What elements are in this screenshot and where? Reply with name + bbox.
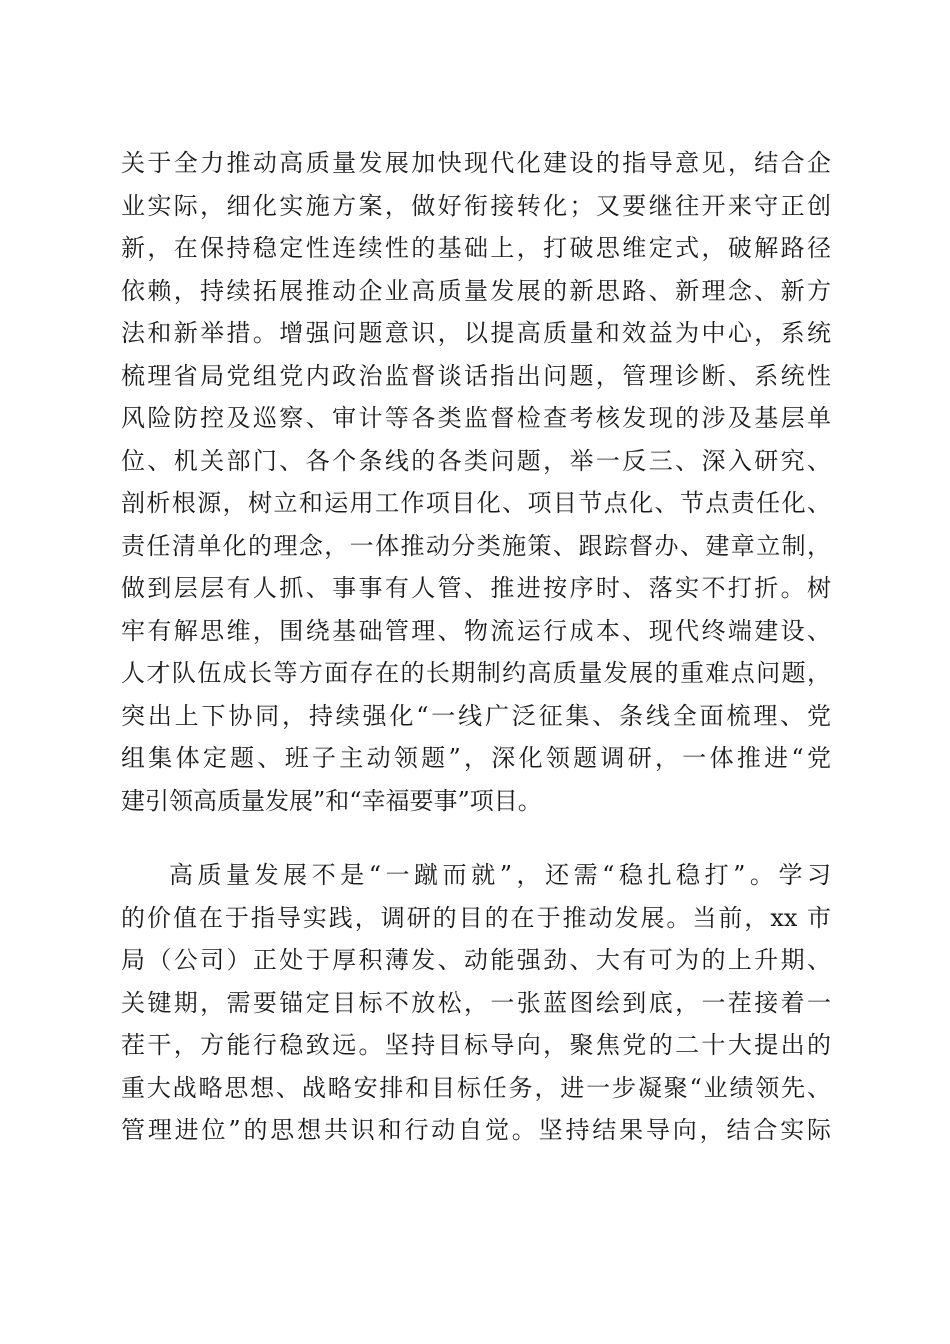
paragraph-line: 依赖，持续拓展推动企业高质量发展的新思路、新理念、新方 (121, 276, 831, 305)
paragraph-2 (121, 854, 831, 1152)
paragraph-line: 突出上下协同，持续强化“一线广泛征集、条线全面梳理、党 (121, 701, 831, 730)
paragraph-line: 重大战略思想、战略安排和目标任务，进一步凝聚“业绩领先、 (121, 1073, 831, 1102)
paragraph-line: 牢有解思维，围绕基础管理、物流运行成本、现代终端建设、 (121, 616, 831, 645)
paragraph-line: 茬干，方能行稳致远。坚持目标导向，聚焦党的二十大提出的 (121, 1031, 831, 1059)
paragraph-line: 人才队伍成长等方面存在的长期制约高质量发展的重难点问题， (121, 659, 831, 687)
paragraph-line: 建引领高质量发展”和“幸福要事”项目。 (121, 786, 542, 815)
paragraph-line: 的价值在于指导实践，调研的目的在于推动发展。当前，xx 市 (121, 903, 831, 932)
paragraph-line: 法和新举措。增强问题意识，以提高质量和效益为中心，系统 (121, 319, 831, 347)
paragraph-line: 高质量发展不是“一蹴而就”，还需“稳扎稳打”。学习 (169, 861, 831, 889)
paragraph-line: 位、机关部门、各个条线的各类问题，举一反三、深入研究、 (121, 446, 831, 475)
paragraph-line: 风险防控及巡察、审计等各类监督检查考核发现的涉及基层单 (121, 404, 831, 432)
paragraph-line: 梳理省局党组党内政治监督谈话指出问题，管理诊断、系统性 (121, 361, 831, 390)
paragraph-line: 剖析根源，树立和运用工作项目化、项目节点化、节点责任化、 (121, 489, 831, 517)
paragraph-1 (121, 142, 831, 822)
paragraph-line: 关于全力推动高质量发展加快现代化建设的指导意见，结合企 (121, 149, 831, 177)
paragraph-line: 组集体定题、班子主动领题”，深化领题调研，一体推进“党 (121, 744, 831, 772)
paragraph-line: 新，在保持稳定性连续性的基础上，打破思维定式，破解路径 (121, 234, 831, 262)
paragraph-line: 做到层层有人抓、事事有人管、推进按序时、落实不打折。树 (121, 574, 831, 602)
paragraph-line: 责任清单化的理念，一体推动分类施策、跟踪督办、建章立制， (121, 531, 831, 560)
paragraph-line: 关键期，需要锚定目标不放松，一张蓝图绘到底，一茬接着一 (121, 988, 831, 1017)
paragraph-line: 管理进位”的思想共识和行动自觉。坚持结果导向，结合实际 (121, 1116, 831, 1144)
paragraph-line: 局（公司）正处于厚积薄发、动能强劲、大有可为的上升期、 (121, 946, 831, 974)
paragraph-line: 业实际，细化实施方案，做好衔接转化；又要继往开来守正创 (121, 191, 831, 220)
